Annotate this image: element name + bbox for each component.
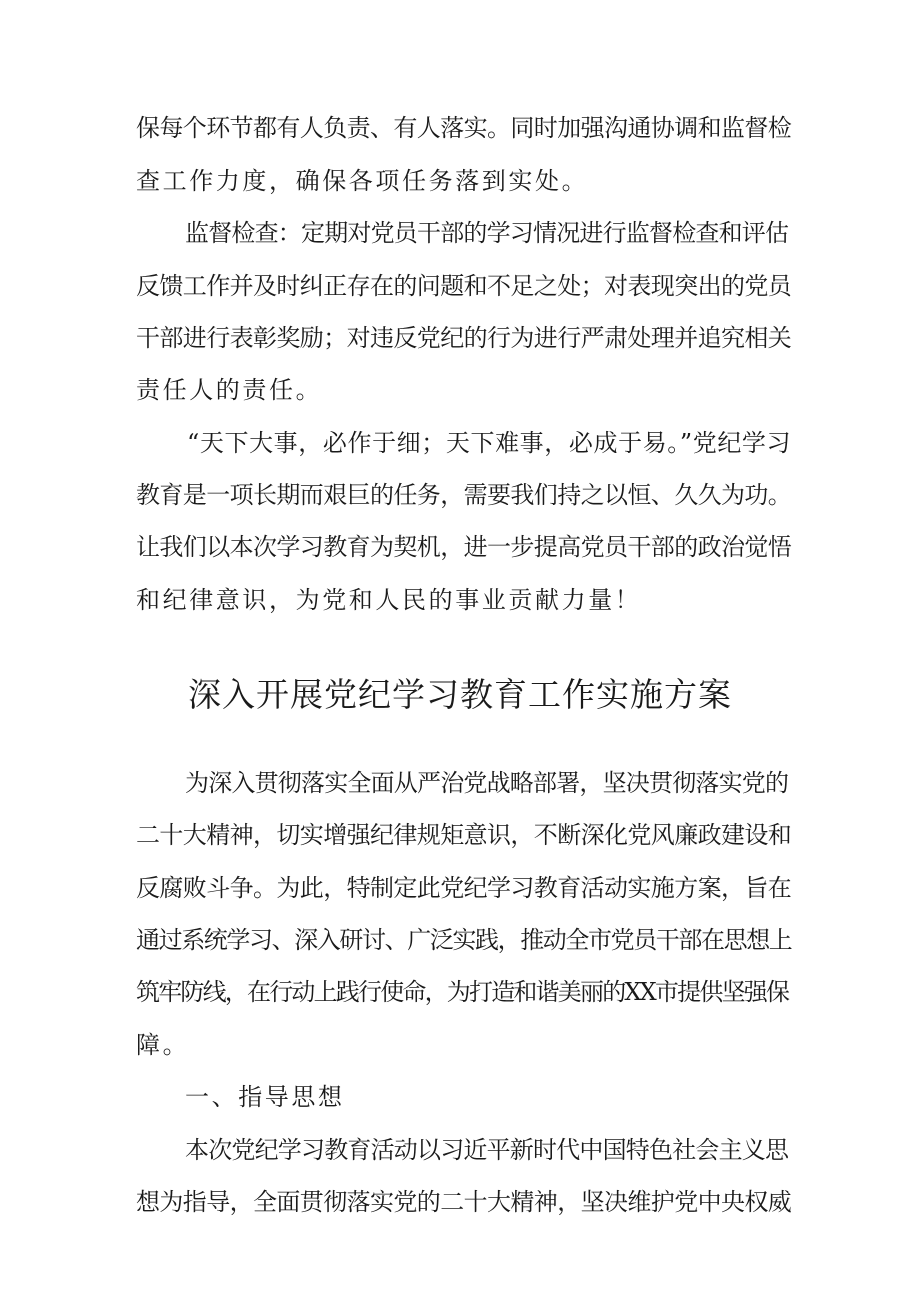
paragraph-line: 本次党纪学习教育活动以习近平新时代中国特色社会主义思 bbox=[185, 1136, 789, 1164]
paragraph-line: 通过系统学习、深入研讨、广泛实践，推动全市党员干部在思想上 bbox=[136, 926, 792, 954]
paragraph-line: 反腐败斗争。为此，特制定此党纪学习教育活动实施方案，旨在 bbox=[136, 874, 792, 902]
document-title: 深入开展党纪学习教育工作实施方案 bbox=[188, 675, 732, 714]
paragraph-line: 干部进行表彰奖励；对违反党纪的行为进行严肃处理并追究相关 bbox=[136, 324, 792, 352]
paragraph-line: 保每个环节都有人负责、有人落实。同时加强沟通协调和监督检 bbox=[136, 114, 792, 142]
paragraph-line: 教育是一项长期而艰巨的任务，需要我们持之以恒、久久为功。 bbox=[136, 481, 792, 509]
paragraph-line: 为深入贯彻落实全面从严治党战略部署，坚决贯彻落实党的 bbox=[185, 769, 789, 797]
paragraph-line: 筑牢防线，在行动上践行使命，为打造和谐美丽的XX市提供坚强保 bbox=[136, 978, 789, 1006]
paragraph-line: 二十大精神，切实增强纪律规矩意识，不断深化党风廉政建设和 bbox=[136, 821, 792, 849]
section-heading: 一、指导思想 bbox=[185, 1083, 345, 1111]
paragraph-line: 想为指导，全面贯彻落实党的二十大精神，坚决维护党中央权威 bbox=[136, 1188, 792, 1216]
paragraph-line: 和纪律意识，为党和人民的事业贡献力量！ bbox=[136, 586, 642, 614]
paragraph-line: 查工作力度，确保各项任务落到实处。 bbox=[136, 167, 589, 195]
paragraph-line: 责任人的责任。 bbox=[136, 376, 323, 404]
paragraph-line: 让我们以本次学习教育为契机，进一步提高党员干部的政治觉悟 bbox=[136, 533, 792, 561]
paragraph-line: 监督检查：定期对党员干部的学习情况进行监督检查和评估 bbox=[185, 219, 789, 247]
paragraph-line: 障。 bbox=[136, 1031, 190, 1059]
paragraph-line: “天下大事，必作于细；天下难事，必成于易。”党纪学习 bbox=[187, 429, 792, 457]
paragraph-line: 反馈工作并及时纠正存在的问题和不足之处；对表现突出的党员 bbox=[136, 272, 792, 300]
